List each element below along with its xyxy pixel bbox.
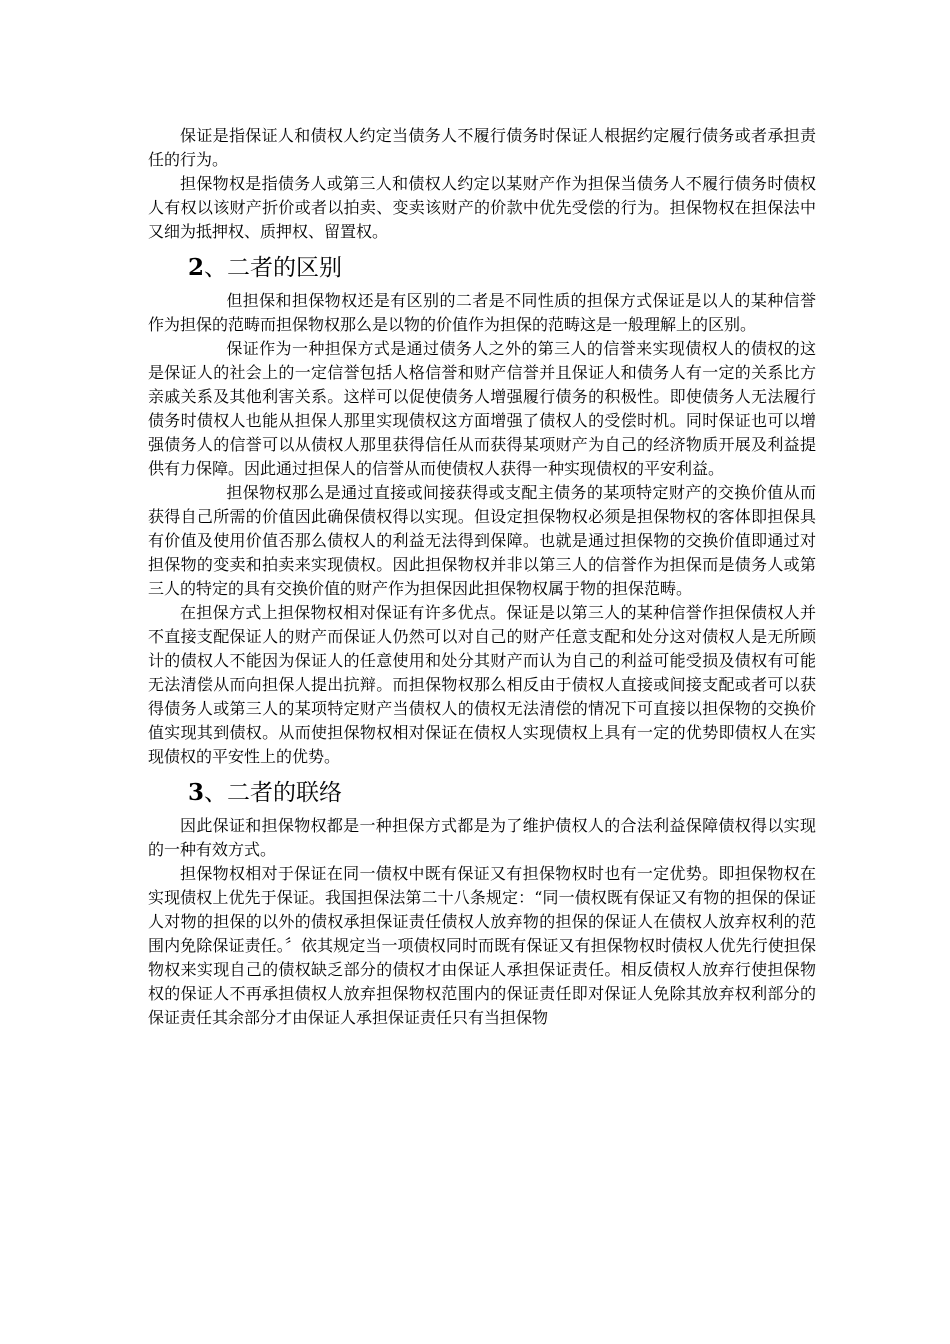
- paragraph: 担保物权那么是通过直接或间接获得或支配主债务的某项特定财产的交换价值从而获得自己所需的价值因此确保债权得以实现。但设定担保物权必须是担保物权的客体即担保具有价值及使用价值否那么债权人的利益无法得到保障。也就是通过担保物的交换价值即通过对担保物的变卖和拍卖来实现债权。因此担保物权并非以第三人的信誉作为担保而是债务人或第三人的特定的具有交换价值的财产作为担保因此担保物权属于物的担保范畴。: [148, 483, 816, 598]
- paragraph: 因此保证和担保物权都是一种担保方式都是为了维护债权人的合法利益保障债权得以实现的一种有效方式。: [148, 816, 816, 859]
- paragraph-security-interest-definition: 担保物权是指债务人或第三人和债权人约定以某财产作为担保当债务人不履行债务时债权人有权以该财产折价或者以拍卖、变卖该财产的价款中优先受偿的行为。担保物权在担保法中又细为抵押权、质押权、留置权。: [148, 174, 816, 241]
- paragraph-guarantee-definition: 保证是指保证人和债权人约定当债务人不履行债务时保证人根据约定履行债务或者承担责任的行为。: [148, 126, 816, 169]
- section-number: 2: [188, 254, 205, 281]
- section-number: 3: [188, 779, 205, 806]
- paragraph: 担保物权相对于保证在同一债权中既有保证又有担保物权时也有一定优势。即担保物权在实现债权上优先于保证。我国担保法第二十八条规定：“同一债权既有保证又有物的担保的保证人对物的担保的以外的债权承担保证责任债权人放弃物的担保的保证人在债权人放弃权利的范围内免除保证责任。〞依其规定当一项债权同时而既有保证又有担保物权时债权人优先行使担保物权来实现自己的债权缺乏部分的债权才由保证人承担保证责任。相反债权人放弃行使担保物权的保证人不再承担债权人放弃担保物权范围内的保证责任即对保证人免除其放弃权利部分的保证责任其余部分才由保证人承担保证责任只有当担保物: [148, 864, 816, 1027]
- section-title: 、二者的区别: [204, 255, 343, 281]
- paragraph: 在担保方式上担保物权相对保证有许多优点。保证是以第三人的某种信誉作担保债权人并不直接支配保证人的财产而保证人仍然可以对自己的财产任意支配和处分这对债权人是无所顾计的债权人不能因为保证人的任意使用和处分其财产而认为自己的利益可能受损及债权有可能无法清偿从而向担保人提出抗辩。而担保物权那么相反由于债权人直接或间接支配或者可以获得债务人或第三人的某项特定财产当债权人的债权无法清偿的情况下可直接以担保物的交换价值实现其到债权。从而使担保物权相对保证在债权人实现债权上具有一定的优势即债权人在实现债权的平安性上的优势。: [148, 603, 816, 766]
- section-heading-connection: [148, 779, 816, 807]
- section-heading-differences: [148, 254, 816, 282]
- document-body: [148, 124, 816, 1030]
- section-title: 、二者的联络: [204, 780, 343, 806]
- paragraph: 保证作为一种担保方式是通过债务人之外的第三人的信誉来实现债权人的债权的这是保证人的社会上的一定信誉包括人格信誉和财产信誉并且保证人和债务人有一定的关系比方亲戚关系及其他利害关系。这样可以促使债务人增强履行债务的积极性。即使债务人无法履行债务时债权人也能从担保人那里实现债权这方面增强了债权人的受偿时机。同时保证也可以增强债务人的信誉可以从债权人那里获得信任从而获得某项财产为自己的经济物质开展及利益提供有力保障。因此通过担保人的信誉从而使债权人获得一种实现债权的平安利益。: [148, 339, 816, 478]
- paragraph: 但担保和担保物权还是有区别的二者是不同性质的担保方式保证是以人的某种信誉作为担保的范畴而担保物权那么是以物的价值作为担保的范畴这是一般理解上的区别。: [148, 291, 816, 334]
